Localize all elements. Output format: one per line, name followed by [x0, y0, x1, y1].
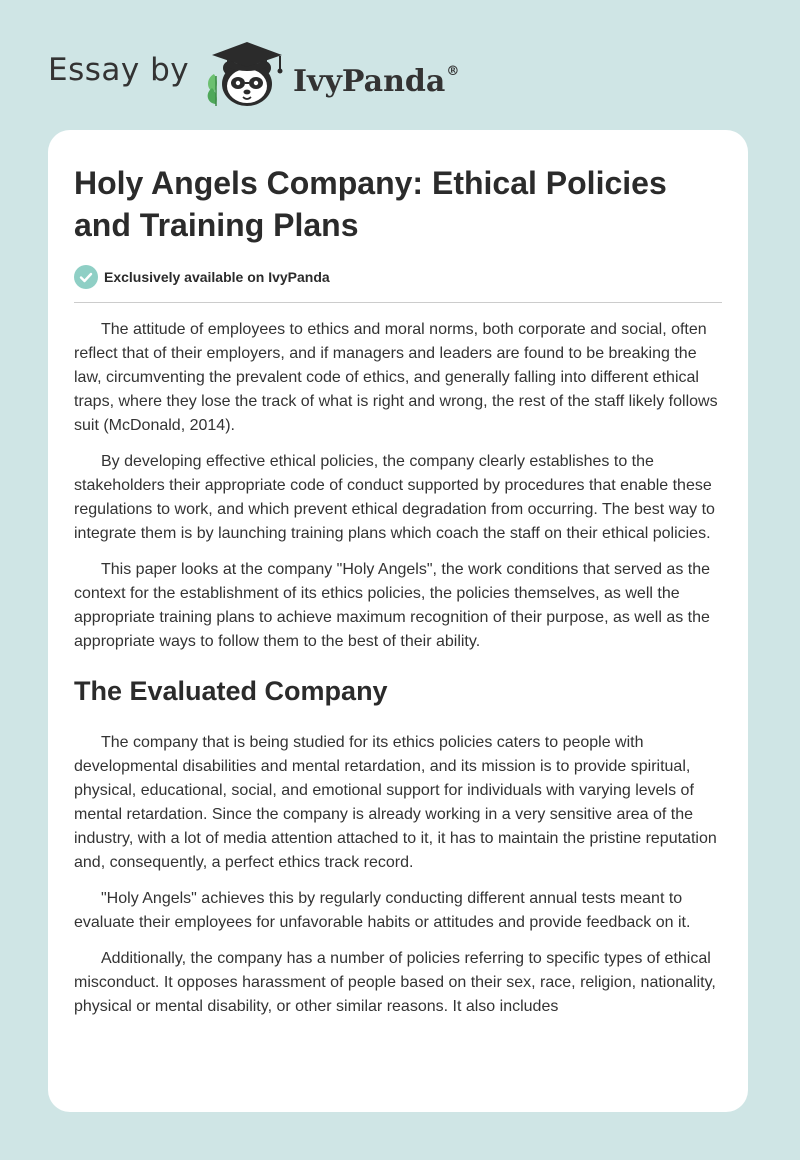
essay-body [74, 318, 724, 1031]
paragraph: This paper looks at the company "Holy Angels", the work conditions that served as the context for the establishment of its ethics policies, the policies themselves, as well the appropriate training plans to achieve maximum recognition of their purpose, as well as the appropriate ways to follow them to the best of their ability. [74, 561, 711, 650]
ivypanda-logo-icon[interactable] [202, 36, 292, 108]
paragraph: The company that is being studied for its ethics policies caters to people with developmental disabilities and mental retardation, and its mission is to provide spiritual, physical, educational, social, and emotional support for individuals with varying levels of mental retardation. Since the company is already working in a very sensitive area of the industry, with a lot of media attention attached to it, it has to maintain the pristine reputation and, consequently, a perfect ethics track record. [74, 734, 717, 871]
brand-text: IvyPanda [293, 64, 446, 99]
exclusive-badge [74, 264, 330, 290]
exclusive-badge-label: Exclusively available on IvyPanda [104, 269, 330, 285]
section-heading: The Evaluated Company [74, 676, 388, 706]
site-header [0, 0, 800, 130]
paragraph: "Holy Angels" achieves this by regularly conducting different annual tests meant to evaluate their employees for unfavorable habits or attitudes and provide feedback on it. [74, 890, 691, 931]
paragraph: Additionally, the company has a number of policies referring to specific types of ethical misconduct. It opposes harassment of people based on their sex, race, religion, nationality, physical or mental disability, or other similar reasons. It also includes [74, 950, 716, 1015]
essay-by-label: Essay by [48, 52, 190, 88]
essay-card [48, 130, 748, 1112]
paragraph: By developing effective ethical policies, the company clearly establishes to the stakeholders their appropriate code of conduct supported by procedures that enable these regulations to work, and which prevent ethical degradation from occurring. The best way to integrate them is by launching training plans which coach the staff on their ethical policies. [74, 453, 715, 542]
title-divider [74, 302, 722, 303]
trademark-symbol: ® [446, 64, 460, 79]
essay-title: Holy Angels Company: Ethical Policies and Training Plans [74, 165, 667, 243]
check-circle-icon [74, 265, 98, 289]
brand-name[interactable] [293, 50, 459, 104]
paragraph: The attitude of employees to ethics and moral norms, both corporate and social, often reflect that of their employers, and if managers and leaders are found to be breaking the law, circumventing the prevalent code of ethics, and generally falling into different ethical traps, where they lose the track of what is right and wrong, the rest of the staff likely follows suit (McDonald, 2014). [74, 321, 718, 434]
